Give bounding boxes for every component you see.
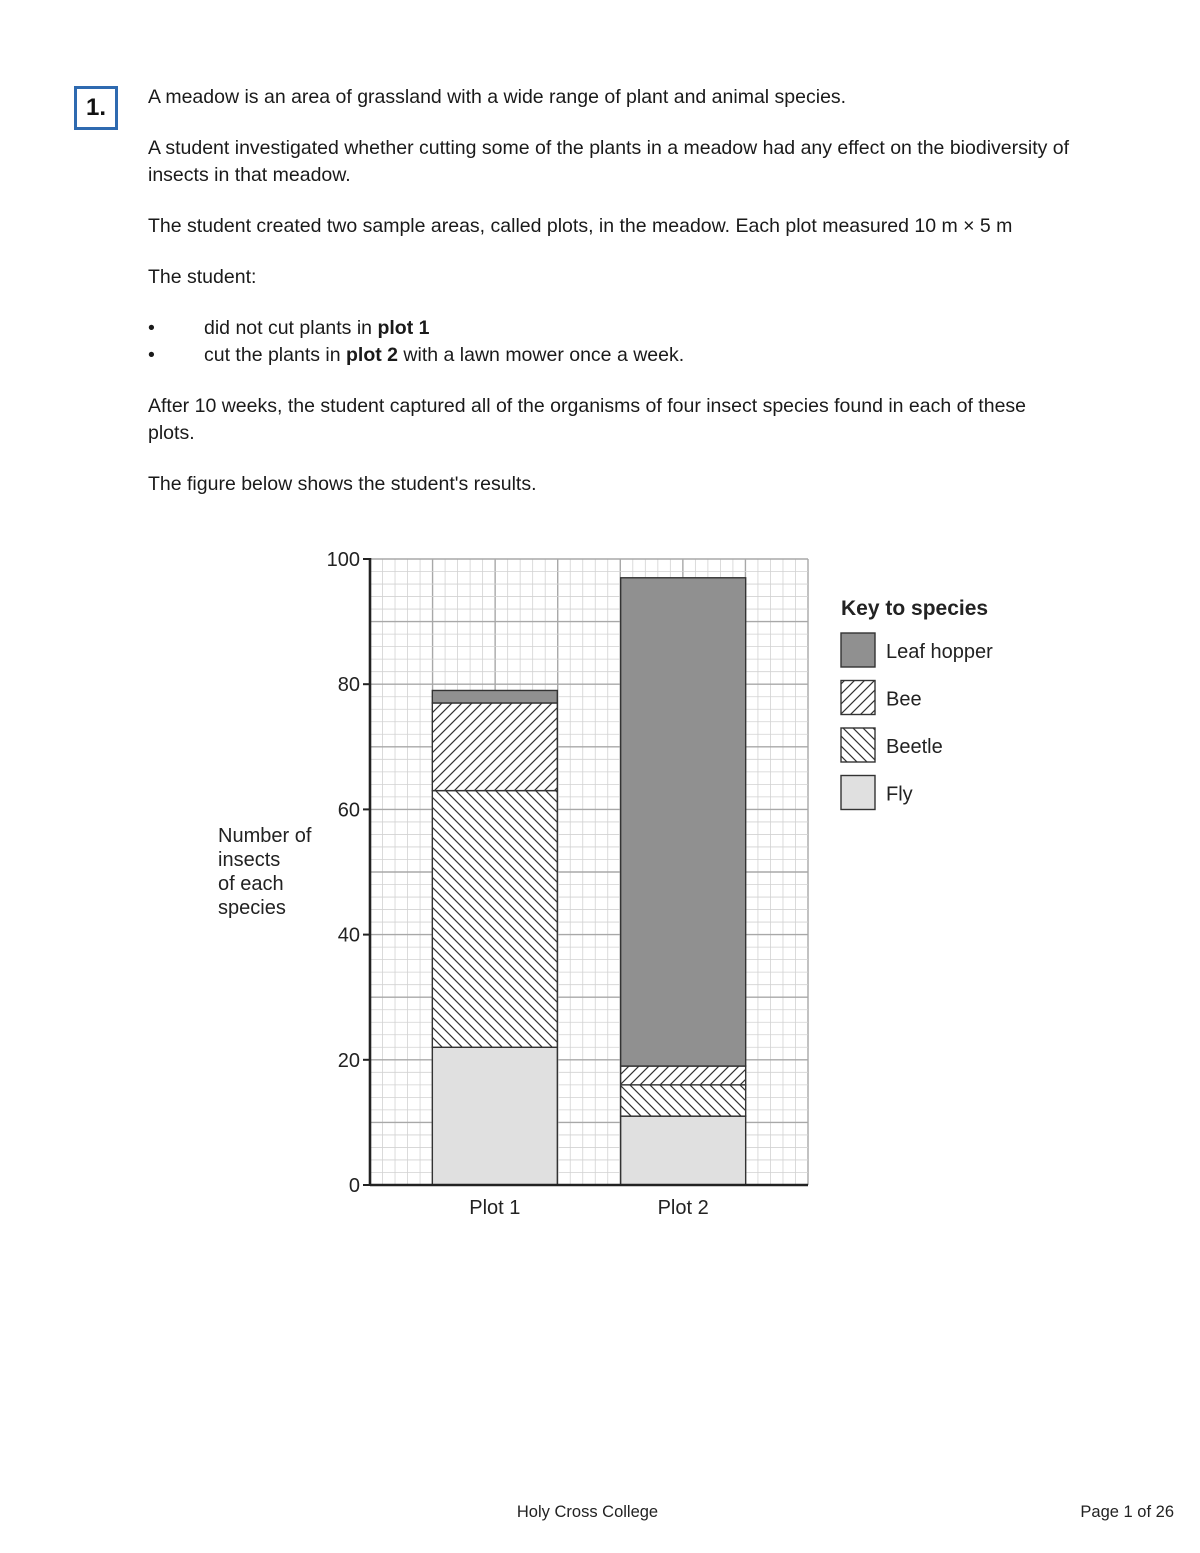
intro-paragraph: A meadow is an area of grassland with a wide range of plant and animal species. [148,86,847,108]
bar-segment-fly-plot-1 [432,1047,557,1185]
x-tick-label: Plot 2 [657,1197,709,1219]
legend-label: Fly [886,783,913,806]
stacked-bar-chart [210,545,1030,1235]
list-item-bold: plot 1 [377,317,430,339]
y-axis-label-line: of each [218,873,284,895]
y-axis-label-line: Number of [218,825,312,847]
y-tick-label: 40 [337,924,360,947]
list-item-text: did not cut plants in [204,317,378,339]
question-content [148,84,1078,522]
legend-swatch-bee [841,681,875,715]
list-item-bold: plot 2 [346,344,399,366]
legend-label: Bee [886,688,922,711]
question-number: 1. [85,94,106,121]
legend-title: Key to species [841,597,989,620]
y-axis-label-line: species [218,897,286,919]
bar-segment-beetle-plot-2 [621,1085,746,1116]
legend-swatch-leaf-hopper [841,633,875,667]
y-tick-label: 20 [337,1049,360,1072]
method-list [148,315,1078,369]
chart-bars [432,578,745,1185]
plots-paragraph: The student created two sample areas, called plots, in the meadow. Each plot measured 10 m × 5 m [148,215,1013,237]
bullet-mark: • [148,344,155,366]
legend-swatch-fly [841,776,875,810]
question-number-box [74,86,118,130]
footer-school: Holy Cross College [516,1503,659,1521]
y-tick-label: 0 [348,1175,360,1197]
y-tick-label: 60 [337,799,360,822]
list-item-text-after: with a lawn mower once a week. [398,344,685,366]
bar-segment-bee-plot-2 [621,1066,746,1085]
y-axis-label-line: insects [218,849,281,871]
bar-segment-beetle-plot-1 [432,791,557,1048]
chart-legend [841,597,993,810]
legend-label: Leaf hopper [886,641,993,663]
legend-label: Beetle [886,736,943,758]
capture-paragraph: After 10 weeks, the student captured all of the organisms of four insect species found in each of these plots. [148,395,1027,444]
bullet-mark: • [148,317,155,339]
figure-intro: The figure below shows the student's results. [148,473,537,495]
list-item-text: cut the plants in [204,344,347,366]
investigation-paragraph: A student investigated whether cutting some of the plants in a meadow had any effect on the biodiversity of insects in that meadow. [148,137,1070,186]
bar-segment-leaf-hopper-plot-1 [432,690,557,703]
list-item [148,342,1078,369]
y-tick-label: 100 [326,549,360,571]
bar-segment-bee-plot-1 [432,703,557,791]
legend-swatch-beetle [841,728,875,762]
x-tick-label: Plot 1 [469,1197,521,1219]
bar-segment-fly-plot-2 [621,1116,746,1185]
bar-segment-leaf-hopper-plot-2 [621,578,746,1066]
list-item [148,315,1078,342]
y-tick-label: 80 [337,674,360,697]
footer-page-number: Page 1 of 26 [1080,1503,1174,1521]
student-label: The student: [148,266,257,288]
